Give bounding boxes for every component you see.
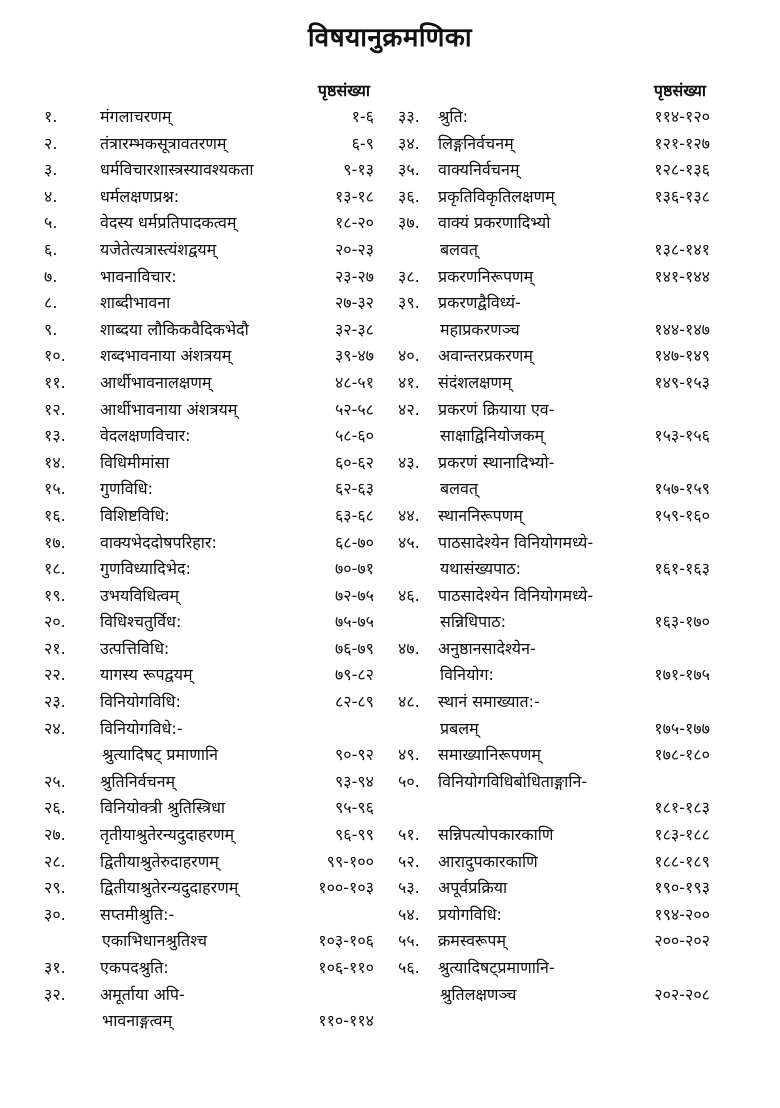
toc-entry: [44, 104, 374, 131]
entry-title: मंगलाचरणम्: [100, 107, 172, 126]
entry-title-continued: सन्निधिपाठ:: [440, 612, 506, 632]
entry-pages: ४८-५१: [334, 372, 374, 392]
toc-entry: [44, 450, 374, 477]
entry-number: ३९.: [398, 293, 420, 313]
entry-title-continued: बलवत्: [440, 239, 479, 259]
entry-title: समाख्यानिरूपणम्: [438, 745, 541, 765]
toc-entry: [398, 689, 710, 742]
toc-entry: [398, 503, 710, 530]
toc-entry: [44, 237, 374, 264]
entry-number: ४५.: [398, 532, 420, 552]
toc-entry: [398, 343, 710, 370]
entry-number: १४.: [44, 452, 66, 472]
entry-pages: ११०-११४: [318, 1011, 374, 1031]
toc-entry: [398, 264, 710, 291]
entry-number: ५१.: [398, 825, 420, 845]
entry-pages: ११४-१२०: [654, 107, 710, 126]
entry-title: गुणविध्यादिभेद:: [100, 559, 191, 579]
entry-title: विधिमीमांसा: [100, 452, 170, 472]
entry-title: आर्थीभावनाया अंशत्रयम्: [100, 399, 238, 419]
entry-number: २२.: [44, 665, 66, 685]
entry-title-continued: प्रबलम्: [440, 718, 479, 738]
entry-title: प्रयोगविधि:: [438, 904, 502, 924]
entry-pages: ८२-८९: [334, 692, 374, 712]
entry-number: १७.: [44, 532, 66, 552]
entry-pages: ६८-७०: [334, 532, 374, 552]
entry-number: १०.: [44, 346, 66, 366]
entry-pages: १७५-१७७: [654, 718, 710, 738]
entry-title-continued: विनियोग:: [440, 665, 494, 685]
entry-number: ८.: [44, 293, 58, 313]
entry-number: २९.: [44, 878, 66, 898]
toc-entry: [44, 583, 374, 610]
entry-pages: १७१-१७५: [654, 665, 710, 685]
entry-number: ४६.: [398, 585, 420, 605]
entry-pages: १०६-११०: [318, 958, 374, 977]
toc-entry: [398, 210, 710, 263]
entry-title: संदंशलक्षणम्: [438, 372, 512, 392]
toc-entry: [44, 157, 374, 184]
entry-title: उत्पत्तिविधि:: [100, 638, 170, 658]
entry-number: ६.: [44, 239, 58, 259]
entry-pages: २००-२०२: [654, 931, 710, 951]
entry-pages: २०-२३: [334, 239, 374, 259]
entry-title: सन्निपत्योपकारकाणि: [438, 825, 554, 845]
toc-entry: [44, 530, 374, 557]
entry-title: प्रकरणं स्थानादिभ्यो-: [438, 452, 555, 472]
toc-entry: [398, 184, 710, 211]
entry-pages: ६३-६८: [334, 505, 374, 525]
entry-pages: ९९-१००: [326, 851, 374, 871]
entry-number: ९.: [44, 319, 58, 339]
entry-title: एकपदश्रुति:: [100, 958, 169, 977]
toc-entry: [44, 210, 374, 237]
entry-pages: ७९-८२: [334, 665, 374, 685]
toc-entry: [44, 662, 374, 689]
entry-title: प्रकृतिविकृतिलक्षणम्: [438, 186, 555, 206]
page-number-header: पृष्ठसंख्या: [317, 81, 370, 100]
entry-title-continued: यथासंख्यपाठ:: [440, 559, 522, 579]
entry-number: ३१.: [44, 958, 66, 977]
entry-title: धर्मविचारशास्त्रस्यावश्यकता: [100, 160, 254, 180]
entry-pages: १००-१०३: [318, 878, 374, 898]
entry-number: ३७.: [398, 213, 420, 233]
entry-number: १९.: [44, 585, 66, 605]
entry-number: ३४.: [398, 133, 420, 153]
entry-title-continued: महाप्रकरणञ्च: [440, 319, 520, 339]
entry-number: १६.: [44, 505, 66, 525]
entry-pages: ५२-५८: [334, 399, 374, 419]
toc-entry: [44, 397, 374, 424]
entry-title: अवान्तरप्रकरणम्: [438, 346, 533, 366]
toc-entry: [44, 343, 374, 370]
entry-title: श्रुतिनिर्वचनम्: [100, 771, 176, 791]
entry-pages: ७२-७५: [334, 585, 374, 605]
entry-pages: १-६: [351, 107, 374, 126]
toc-entry: [44, 184, 374, 211]
entry-title: प्रकरणं क्रियाया एव-: [438, 399, 555, 419]
entry-title: द्वितीयाश्रुतेरन्यदुदाहरणम्: [100, 878, 239, 898]
entry-number: १३.: [44, 426, 66, 446]
entry-number: ५.: [44, 213, 58, 233]
entry-title: प्रकरणनिरूपणम्: [438, 266, 534, 286]
entry-title: यागस्य रूपद्वयम्: [100, 665, 193, 685]
toc-entry: [44, 503, 374, 530]
entry-number: ५३.: [398, 878, 420, 898]
entry-number: २५.: [44, 771, 66, 791]
toc-entry: [398, 849, 710, 876]
toc-entry: [44, 822, 374, 849]
entry-title: वेदलक्षणविचार:: [100, 426, 191, 446]
entry-title: धर्मलक्षणप्रश्न:: [100, 186, 180, 206]
entry-number: ४७.: [398, 638, 420, 658]
entry-title: श्रुति:: [438, 107, 468, 126]
page-number-header: पृष्ठसंख्या: [653, 81, 706, 100]
entry-pages: ९६-९९: [334, 825, 374, 845]
entry-number: ३३.: [398, 107, 420, 126]
entry-pages: १८३-१८८: [654, 825, 710, 845]
entry-pages: १४९-१५३: [654, 372, 710, 392]
toc-entry: [398, 370, 710, 397]
entry-title: उभयविधित्वम्: [100, 585, 180, 605]
toc-entry: [398, 769, 710, 822]
entry-pages: १३८-१४१: [654, 239, 710, 259]
entry-title: विधिश्चतुर्विध:: [100, 612, 182, 632]
toc-entry: [44, 131, 374, 158]
toc-entry: [44, 609, 374, 636]
entry-title: अपूर्वप्रक्रिया: [438, 878, 508, 898]
entry-pages: ७५-७५: [334, 612, 374, 632]
toc-column-right: [398, 78, 710, 1008]
toc-entry: [44, 423, 374, 450]
entry-pages: १५७-१५९: [654, 479, 710, 499]
toc-entry: [44, 556, 374, 583]
entry-pages: १३६-१३८: [654, 186, 710, 206]
toc-entry: [44, 769, 374, 796]
toc-entry: [398, 157, 710, 184]
entry-pages: ३२-३८: [334, 319, 374, 339]
entry-number: ४१.: [398, 372, 420, 392]
toc-entry: [44, 849, 374, 876]
page-title: विषयानुक्रमणिका: [307, 23, 473, 53]
entry-pages: ७०-७१: [334, 559, 374, 579]
toc-entry: [398, 104, 710, 131]
entry-number: ४४.: [398, 505, 420, 525]
toc-entry: [398, 131, 710, 158]
toc-entry: [398, 928, 710, 955]
entry-number: ४.: [44, 186, 58, 206]
entry-title: आरादुपकारकाणि: [438, 851, 538, 871]
toc-entry: [398, 583, 710, 636]
entry-title: स्थानं समाख्यात:-: [438, 692, 540, 712]
entry-title: द्वितीयाश्रुतेरुदाहरणम्: [100, 851, 219, 871]
entry-pages: १४१-१४४: [654, 266, 710, 286]
entry-pages: १९४-२००: [654, 904, 710, 924]
entry-pages: ९५-९६: [334, 798, 374, 818]
entry-title-continued: बलवत्: [440, 479, 479, 499]
entry-title-continued: साक्षाद्विनियोजकम्: [440, 426, 545, 446]
entry-title: लिङ्गनिर्वचनम्: [438, 133, 514, 153]
entry-title: भावनाविचार:: [100, 266, 177, 286]
entry-number: ३६.: [398, 186, 420, 206]
entry-pages: १६१-१६३: [654, 559, 710, 579]
entry-title: श्रुत्यादिषट्प्रमाणानि-: [438, 958, 555, 977]
entry-title: विनियोगविधिबोधिताङ्गानि-: [438, 771, 588, 791]
entry-pages: १७८-१८०: [654, 745, 710, 765]
toc-entry: [44, 875, 374, 902]
entry-pages: ६०-६२: [334, 452, 374, 472]
toc-entry: [398, 530, 710, 583]
entry-title-continued: श्रुत्यादिषट् प्रमाणानि: [102, 745, 218, 765]
entry-title: शाब्दया लौकिकवैदिकभेदौ: [100, 319, 249, 339]
toc-entry: [44, 716, 374, 769]
entry-title-continued: भावनाङ्गत्वम्: [102, 1011, 173, 1031]
entry-number: ७.: [44, 266, 58, 286]
entry-pages: ७६-७९: [334, 638, 374, 658]
toc-entry: [44, 902, 374, 955]
entry-pages: १९०-१९३: [654, 878, 710, 898]
entry-number: ५५.: [398, 931, 420, 951]
entry-number: २०.: [44, 612, 66, 632]
entry-title: पाठसादेश्येन विनियोगमध्ये-: [438, 532, 594, 552]
entry-pages: १५९-१६०: [654, 505, 710, 525]
entry-number: ४८.: [398, 692, 420, 712]
entry-pages: १४४-१४७: [654, 319, 710, 339]
entry-number: २३.: [44, 692, 66, 712]
toc-list: [398, 104, 710, 1008]
entry-pages: ६२-६३: [334, 479, 374, 499]
entry-title: वाक्यभेददोषपरिहार:: [100, 532, 217, 552]
entry-pages: १८८-१८९: [654, 851, 710, 871]
entry-title: आर्थीभावनालक्षणम्: [100, 372, 212, 392]
entry-number: २१.: [44, 638, 66, 658]
toc-entry: [398, 875, 710, 902]
entry-number: ४९.: [398, 745, 420, 765]
entry-title: पाठसादेश्येन विनियोगमध्ये-: [438, 585, 594, 605]
toc-column-left: [44, 78, 374, 1035]
toc-list: [44, 104, 374, 1035]
entry-pages: १२८-१३६: [654, 160, 710, 180]
entry-number: २७.: [44, 825, 66, 845]
entry-number: ११.: [44, 372, 66, 392]
entry-title: तंत्रारम्भकसूत्रावतरणम्: [100, 133, 227, 153]
entry-title: तृतीयाश्रुतेरन्यदुदाहरणम्: [100, 825, 235, 845]
entry-pages: १८-२०: [334, 213, 374, 233]
entry-pages: ९०-९२: [334, 745, 374, 765]
toc-entry: [398, 902, 710, 929]
toc-entry: [44, 689, 374, 716]
entry-number: २८.: [44, 851, 66, 871]
entry-title-continued: श्रुतिलक्षणञ्च: [440, 984, 517, 1004]
entry-pages: २०२-२०८: [654, 984, 710, 1004]
entry-number: १२.: [44, 399, 66, 419]
toc-entry: [44, 264, 374, 291]
entry-title: गुणविधि:: [100, 479, 153, 499]
entry-title-continued: एकाभिधानश्रुतिश्च: [102, 931, 208, 951]
entry-number: ५२.: [398, 851, 420, 871]
entry-number: ५०.: [398, 771, 420, 791]
entry-number: ४०.: [398, 346, 420, 366]
toc-entry: [44, 476, 374, 503]
entry-pages: २३-२७: [334, 266, 374, 286]
toc-entry: [398, 450, 710, 503]
entry-pages: १८१-१८३: [654, 798, 710, 818]
entry-number: २४.: [44, 718, 66, 738]
entry-pages: ९३-९४: [334, 771, 374, 791]
toc-entry: [44, 982, 374, 1035]
entry-number: ४३.: [398, 452, 420, 472]
entry-pages: ३९-४७: [334, 346, 374, 366]
entry-pages: ९-१३: [343, 160, 374, 180]
entry-pages: २७-३२: [334, 293, 374, 313]
entry-title: अनुष्ठानसादेश्येन-: [438, 638, 536, 658]
entry-pages: ५८-६०: [334, 426, 374, 446]
toc-entry: [44, 317, 374, 344]
entry-title: विनियोगविधि:: [100, 692, 181, 712]
entry-title: प्रकरणद्वैविध्यं-: [438, 293, 521, 313]
toc-entry: [398, 822, 710, 849]
entry-title: क्रमस्वरूपम्: [438, 931, 507, 951]
toc-entry: [44, 795, 374, 822]
entry-number: १.: [44, 107, 58, 126]
entry-title: शाब्दीभावना: [100, 293, 171, 313]
entry-title: वाक्यं प्रकरणादिभ्यो: [438, 213, 551, 233]
entry-number: ३५.: [398, 160, 420, 180]
entry-number: ५४.: [398, 904, 420, 924]
entry-title: विशिष्टविधि:: [100, 505, 170, 525]
entry-number: ५६.: [398, 958, 420, 977]
entry-pages: १०३-१०६: [318, 931, 374, 951]
entry-title: सप्तमीश्रुति:-: [100, 904, 175, 924]
entry-number: २६.: [44, 798, 66, 818]
entry-title: वाक्यनिर्वचनम्: [438, 160, 520, 180]
entry-number: ३२.: [44, 984, 66, 1004]
toc-entry: [44, 955, 374, 982]
entry-pages: १२१-१२७: [654, 133, 710, 153]
entry-title: विनियोगविधे:-: [100, 718, 183, 738]
toc-entry: [398, 636, 710, 689]
entry-number: २.: [44, 133, 58, 153]
entry-title: स्थाननिरूपणम्: [438, 505, 523, 525]
toc-entry: [44, 290, 374, 317]
toc-entry: [398, 290, 710, 343]
entry-title: यजेतेत्यत्रास्त्यंशद्वयम्: [100, 239, 217, 259]
entry-number: ३.: [44, 160, 58, 180]
entry-pages: १५३-१५६: [654, 426, 710, 446]
entry-title: शब्दभावनाया अंशत्रयम्: [100, 346, 232, 366]
entry-pages: १६३-१७०: [654, 612, 710, 632]
toc-entry: [44, 370, 374, 397]
entry-pages: १३-१८: [334, 186, 374, 206]
toc-entry: [398, 955, 710, 1008]
entry-title: अमूर्ताया अपि-: [100, 984, 185, 1004]
entry-number: ३८.: [398, 266, 420, 286]
entry-pages: १४७-१४९: [654, 346, 710, 366]
entry-title: विनियोक्त्री श्रुतिस्त्रिधा: [100, 798, 226, 818]
toc-entry: [398, 397, 710, 450]
toc-entry: [398, 742, 710, 769]
entry-title: वेदस्य धर्मप्रतिपादकत्वम्: [100, 213, 237, 233]
entry-pages: ६-९: [351, 133, 374, 153]
entry-number: १५.: [44, 479, 66, 499]
entry-number: १८.: [44, 559, 66, 579]
entry-number: ४२.: [398, 399, 420, 419]
toc-entry: [44, 636, 374, 663]
entry-number: ३०.: [44, 904, 66, 924]
